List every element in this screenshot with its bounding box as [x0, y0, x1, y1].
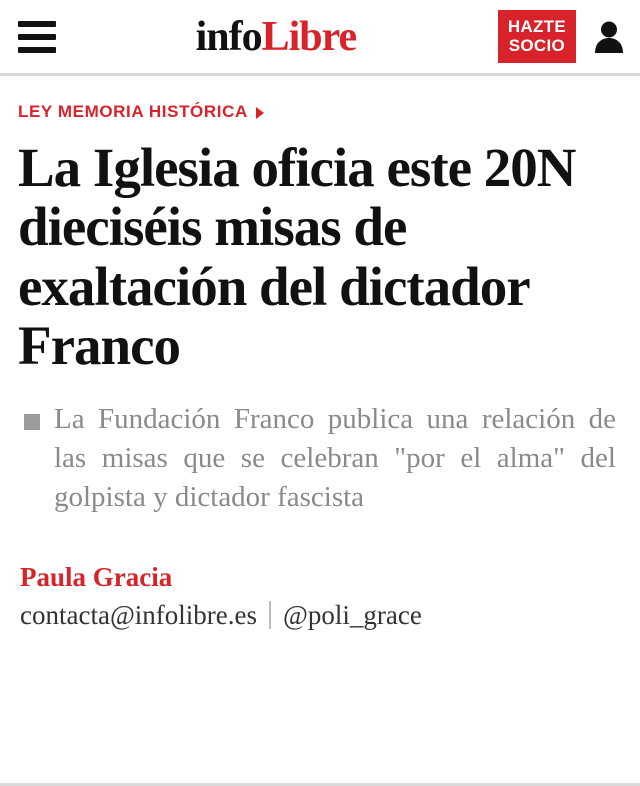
chevron-right-icon [256, 107, 264, 119]
author-name[interactable]: Paula Gracia [20, 561, 173, 592]
author-contact-row [20, 599, 620, 631]
author-email-link[interactable]: contacta@infolibre.es [20, 599, 258, 630]
article-standfirst [24, 400, 622, 517]
menu-bar-3 [18, 47, 56, 53]
byline [18, 563, 622, 631]
article-body [0, 76, 640, 631]
subscribe-label-line1: HAZTE [507, 17, 566, 36]
standfirst-text: La Fundación Franco publica una relación de las misas que se celebran "por el alma" del golpista y dictador fascista [54, 402, 616, 513]
site-header [0, 0, 640, 76]
subscribe-label-line2: SOCIO [508, 36, 566, 55]
bullet-square-icon [24, 414, 40, 430]
author-twitter-link[interactable]: @poli_grace [283, 599, 422, 630]
site-logo[interactable] [54, 13, 498, 60]
user-account-icon[interactable] [592, 17, 626, 57]
article-kicker[interactable] [18, 102, 622, 122]
menu-bar-1 [18, 21, 56, 27]
logo-text-info: info [195, 13, 262, 60]
subscribe-button[interactable] [498, 10, 576, 63]
logo-text-libre: Libre [261, 13, 357, 60]
menu-bar-2 [18, 34, 56, 40]
page-title: La Iglesia oficia este 20N dieciséis misas de exaltación del dictador Franco [18, 137, 576, 377]
kicker-label: LEY MEMORIA HISTÓRICA [18, 102, 248, 121]
contact-divider [269, 601, 271, 629]
